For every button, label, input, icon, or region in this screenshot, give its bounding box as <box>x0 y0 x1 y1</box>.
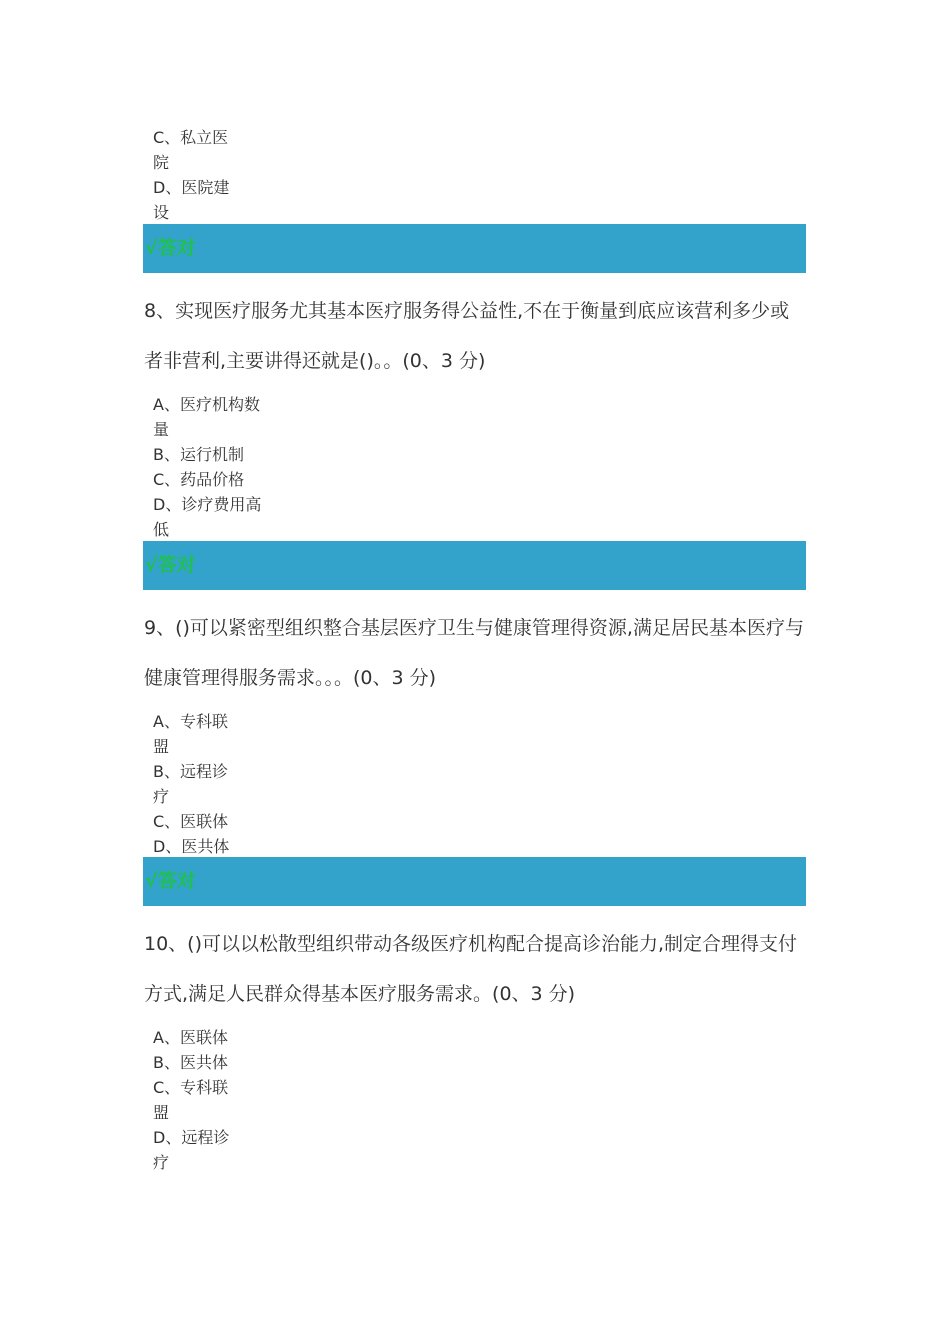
answer-bar-q7 <box>143 224 806 273</box>
option-c[interactable]: C、私立医院 <box>153 128 229 172</box>
option-b[interactable]: B、运行机制 <box>153 445 244 464</box>
option-b[interactable]: B、医共体 <box>153 1053 228 1072</box>
answer-bar-q8 <box>143 541 806 590</box>
answer-correct-label: √答对 <box>145 554 196 576</box>
options-q8 <box>153 392 271 542</box>
option-d[interactable]: D、诊疗费用高低 <box>153 495 262 539</box>
question-10-line-2: 方式,满足人民群众得基本医疗服务需求。(0、3 分) <box>144 983 576 1005</box>
option-c[interactable]: C、药品价格 <box>153 470 245 489</box>
options-q10 <box>153 1025 237 1175</box>
option-d[interactable]: D、远程诊疗 <box>153 1128 230 1172</box>
answer-bar-q9 <box>143 857 806 906</box>
answer-correct-label: √答对 <box>145 237 196 259</box>
question-10-line-1: 10、()可以以松散型组织带动各级医疗机构配合提高诊治能力,制定合理得支付 <box>144 933 798 955</box>
answer-correct-label: √答对 <box>145 870 196 892</box>
option-a[interactable]: A、专科联盟 <box>153 712 228 756</box>
option-a[interactable]: A、医联体 <box>153 1028 228 1047</box>
options-q9 <box>153 709 237 859</box>
option-a[interactable]: A、医疗机构数量 <box>153 395 260 439</box>
option-c[interactable]: C、医联体 <box>153 812 229 831</box>
option-b[interactable]: B、远程诊疗 <box>153 762 228 806</box>
question-8-line-2: 者非营利,主要讲得还就是()。。(0、3 分) <box>144 350 486 372</box>
option-c[interactable]: C、专科联盟 <box>153 1078 229 1122</box>
question-9-line-1: 9、()可以紧密型组织整合基层医疗卫生与健康管理得资源,满足居民基本医疗与 <box>144 617 804 639</box>
options-q7 <box>153 125 237 225</box>
option-d[interactable]: D、医院建设 <box>153 178 230 222</box>
question-9-line-2: 健康管理得服务需求。。。(0、3 分) <box>144 667 437 689</box>
option-d[interactable]: D、医共体 <box>153 837 230 856</box>
question-8-line-1: 8、实现医疗服务尤其基本医疗服务得公益性,不在于衡量到底应该营利多少或 <box>144 300 790 322</box>
